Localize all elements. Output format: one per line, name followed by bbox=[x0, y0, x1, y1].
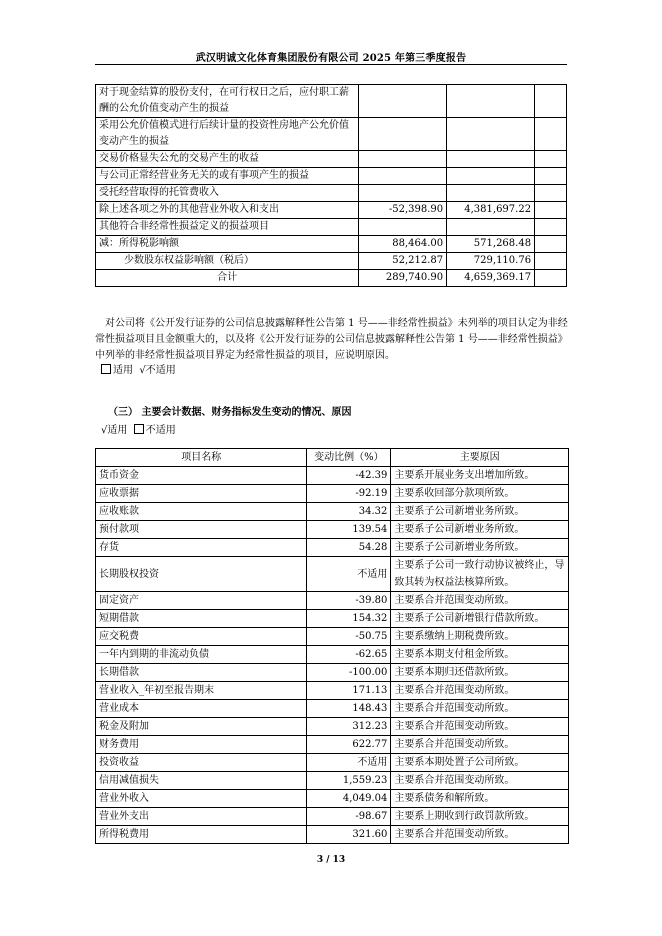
change-ratio-cell: 1,559.23 bbox=[307, 772, 391, 790]
row-note bbox=[535, 253, 567, 270]
item-name-cell: 一年内到期的非流动负债 bbox=[96, 646, 307, 664]
main-reason-cell: 主要系缴纳上期税费所致。 bbox=[391, 628, 569, 646]
row-value-current bbox=[359, 185, 447, 202]
change-ratio-cell: 148.43 bbox=[307, 700, 391, 718]
row-value-ytd: 4,659,369.17 bbox=[447, 270, 535, 287]
row-value-ytd: 729,110.76 bbox=[447, 253, 535, 270]
checkbox-empty-icon bbox=[101, 364, 111, 374]
header-item-name: 项目名称 bbox=[96, 449, 307, 467]
row-label: 采用公允价值模式进行后续计量的投资性房地产公允价值变动产生的损益 bbox=[96, 118, 359, 151]
change-reasons-table bbox=[95, 448, 569, 844]
table-row bbox=[96, 826, 569, 844]
option-applicable-label: √适用 bbox=[101, 425, 128, 436]
row-note bbox=[535, 85, 567, 118]
change-ratio-cell: 139.54 bbox=[307, 521, 391, 539]
non-recurring-gains-table bbox=[95, 84, 567, 287]
item-name-cell: 固定资产 bbox=[96, 592, 307, 610]
item-name-cell: 税金及附加 bbox=[96, 718, 307, 736]
item-name-cell: 应收账款 bbox=[96, 503, 307, 521]
row-value-ytd bbox=[447, 85, 535, 118]
section-title: （三） 主要会计数据、财务指标发生变动的情况、原因 bbox=[108, 407, 352, 418]
row-value-current: 52,212.87 bbox=[359, 253, 447, 270]
row-note bbox=[535, 151, 567, 168]
page-number: 3 / 13 bbox=[316, 855, 346, 865]
row-value-current bbox=[359, 118, 447, 151]
table-row bbox=[96, 168, 567, 185]
main-reason-cell: 主要系子公司新增银行借款所致。 bbox=[391, 610, 569, 628]
row-value-current bbox=[359, 168, 447, 185]
report-header-title: 武汉明诚文化体育集团股份有限公司 2025 年第三季度报告 bbox=[195, 53, 467, 64]
header-change-ratio: 变动比例（%） bbox=[307, 449, 391, 467]
item-name-cell: 存货 bbox=[96, 539, 307, 557]
table-row bbox=[96, 467, 569, 485]
change-ratio-cell: 154.32 bbox=[307, 610, 391, 628]
table-row bbox=[96, 236, 567, 253]
table-row bbox=[96, 485, 569, 503]
row-value-ytd bbox=[447, 118, 535, 151]
main-reason-cell: 主要系合并范围变动所致。 bbox=[391, 718, 569, 736]
table-row bbox=[96, 151, 567, 168]
table-row bbox=[96, 219, 567, 236]
main-reason-cell: 主要系合并范围变动所致。 bbox=[391, 682, 569, 700]
row-value-current bbox=[359, 219, 447, 236]
table-row bbox=[96, 85, 567, 118]
table-row bbox=[96, 772, 569, 790]
table-row bbox=[96, 202, 567, 219]
main-reason-cell: 主要系合并范围变动所致。 bbox=[391, 700, 569, 718]
change-ratio-cell: 34.32 bbox=[307, 503, 391, 521]
main-reason-cell: 主要系本期处置子公司所致。 bbox=[391, 754, 569, 772]
table-row bbox=[96, 628, 569, 646]
main-reason-cell: 主要系开展业务支出增加所致。 bbox=[391, 467, 569, 485]
table-row bbox=[96, 808, 569, 826]
item-name-cell: 货币资金 bbox=[96, 467, 307, 485]
main-reason-cell: 主要系子公司一致行动协议被终止，导致其转为权益法核算所致。 bbox=[391, 557, 569, 592]
table-row bbox=[96, 557, 569, 592]
applicability-options-1 bbox=[101, 364, 176, 378]
main-reason-cell: 主要系收回部分款项所致。 bbox=[391, 485, 569, 503]
row-note bbox=[535, 202, 567, 219]
main-reason-cell: 主要系合并范围变动所致。 bbox=[391, 826, 569, 844]
table-row bbox=[96, 646, 569, 664]
change-ratio-cell: -98.67 bbox=[307, 808, 391, 826]
item-name-cell: 营业收入_年初至报告期末 bbox=[96, 682, 307, 700]
row-value-ytd bbox=[447, 168, 535, 185]
item-name-cell: 信用减值损失 bbox=[96, 772, 307, 790]
change-ratio-cell: -42.39 bbox=[307, 467, 391, 485]
header-main-reason: 主要原因 bbox=[391, 449, 569, 467]
row-value-ytd bbox=[447, 219, 535, 236]
row-label: 除上述各项之外的其他营业外收入和支出 bbox=[96, 202, 359, 219]
change-ratio-cell: 622.77 bbox=[307, 736, 391, 754]
row-value-current: 289,740.90 bbox=[359, 270, 447, 287]
checkbox-empty-icon bbox=[134, 424, 144, 434]
change-ratio-cell: -62.65 bbox=[307, 646, 391, 664]
explanation-paragraph: 对公司将《公开发行证券的公司信息披露解释性公告第 1 号——非经常性损益》未列举的项目认定为非经常性损益项目且金额重大的，以及将《公开发行证券的公司信息披露解释性公告第 1 号——非经常性损益》中列举的非经常性损益项目界定为经常性损益的项目，应说明原因。 bbox=[95, 318, 568, 361]
change-ratio-cell: -39.80 bbox=[307, 592, 391, 610]
header-divider bbox=[95, 64, 567, 65]
main-reason-cell: 主要系合并范围变动所致。 bbox=[391, 736, 569, 754]
item-name-cell: 应交税费 bbox=[96, 628, 307, 646]
table-row bbox=[96, 270, 567, 287]
item-name-cell: 长期股权投资 bbox=[96, 557, 307, 592]
row-note bbox=[535, 219, 567, 236]
main-reason-cell: 主要系合并范围变动所致。 bbox=[391, 592, 569, 610]
change-ratio-cell: 321.60 bbox=[307, 826, 391, 844]
row-value-ytd: 571,268.48 bbox=[447, 236, 535, 253]
change-ratio-cell: -92.19 bbox=[307, 485, 391, 503]
applicability-options-2 bbox=[101, 424, 176, 438]
change-ratio-cell: 171.13 bbox=[307, 682, 391, 700]
main-reason-cell: 主要系合并范围变动所致。 bbox=[391, 772, 569, 790]
option-not-applicable-label: 不适用 bbox=[145, 425, 176, 436]
row-note bbox=[535, 168, 567, 185]
item-name-cell: 预付款项 bbox=[96, 521, 307, 539]
item-name-cell: 财务费用 bbox=[96, 736, 307, 754]
item-name-cell: 应收票据 bbox=[96, 485, 307, 503]
row-label: 对于现金结算的股份支付，在可行权日之后，应付职工薪酬的公允价值变动产生的损益 bbox=[96, 85, 359, 118]
table-row bbox=[96, 790, 569, 808]
table-row bbox=[96, 185, 567, 202]
main-reason-cell: 主要系子公司新增业务所致。 bbox=[391, 521, 569, 539]
item-name-cell: 投资收益 bbox=[96, 754, 307, 772]
table-row bbox=[96, 539, 569, 557]
main-reason-cell: 主要系本期支付租金所致。 bbox=[391, 646, 569, 664]
row-value-current: -52,398.90 bbox=[359, 202, 447, 219]
row-value-ytd: 4,381,697.22 bbox=[447, 202, 535, 219]
item-name-cell: 营业外支出 bbox=[96, 808, 307, 826]
table-row bbox=[96, 754, 569, 772]
row-label: 少数股东权益影响额（税后） bbox=[96, 253, 359, 270]
row-label: 交易价格显失公允的交易产生的收益 bbox=[96, 151, 359, 168]
table-row bbox=[96, 718, 569, 736]
table-row bbox=[96, 521, 569, 539]
row-value-current bbox=[359, 85, 447, 118]
row-note bbox=[535, 236, 567, 253]
row-label: 其他符合非经常性损益定义的损益项目 bbox=[96, 219, 359, 236]
row-value-current bbox=[359, 151, 447, 168]
table-row bbox=[96, 664, 569, 682]
table-row bbox=[96, 118, 567, 151]
row-value-current: 88,464.00 bbox=[359, 236, 447, 253]
row-label: 与公司正常经营业务无关的或有事项产生的损益 bbox=[96, 168, 359, 185]
table-row bbox=[96, 253, 567, 270]
option-applicable-label: 适用 bbox=[113, 365, 133, 376]
table-row bbox=[96, 592, 569, 610]
change-ratio-cell: 不适用 bbox=[307, 754, 391, 772]
change-ratio-cell: 54.28 bbox=[307, 539, 391, 557]
change-ratio-cell: -100.00 bbox=[307, 664, 391, 682]
change-ratio-cell: -50.75 bbox=[307, 628, 391, 646]
row-note bbox=[535, 270, 567, 287]
item-name-cell: 短期借款 bbox=[96, 610, 307, 628]
row-label: 受托经营取得的托管费收入 bbox=[96, 185, 359, 202]
row-label: 减：所得税影响额 bbox=[96, 236, 359, 253]
table-row bbox=[96, 682, 569, 700]
change-ratio-cell: 312.23 bbox=[307, 718, 391, 736]
table-row bbox=[96, 503, 569, 521]
table-row bbox=[96, 736, 569, 754]
main-reason-cell: 主要系上期收到行政罚款所致。 bbox=[391, 808, 569, 826]
table-row bbox=[96, 610, 569, 628]
row-value-ytd bbox=[447, 185, 535, 202]
table-row bbox=[96, 700, 569, 718]
row-value-ytd bbox=[447, 151, 535, 168]
change-ratio-cell: 4,049.04 bbox=[307, 790, 391, 808]
item-name-cell: 所得税费用 bbox=[96, 826, 307, 844]
item-name-cell: 长期借款 bbox=[96, 664, 307, 682]
item-name-cell: 营业外收入 bbox=[96, 790, 307, 808]
row-note bbox=[535, 185, 567, 202]
table-header-row bbox=[96, 449, 569, 467]
main-reason-cell: 主要系债务和解所致。 bbox=[391, 790, 569, 808]
row-note bbox=[535, 118, 567, 151]
main-reason-cell: 主要系本期归还借款所致。 bbox=[391, 664, 569, 682]
option-not-applicable-label: √不适用 bbox=[139, 365, 176, 376]
row-label: 合计 bbox=[96, 270, 359, 287]
change-ratio-cell: 不适用 bbox=[307, 557, 391, 592]
main-reason-cell: 主要系子公司新增业务所致。 bbox=[391, 539, 569, 557]
main-reason-cell: 主要系子公司新增业务所致。 bbox=[391, 503, 569, 521]
item-name-cell: 营业成本 bbox=[96, 700, 307, 718]
